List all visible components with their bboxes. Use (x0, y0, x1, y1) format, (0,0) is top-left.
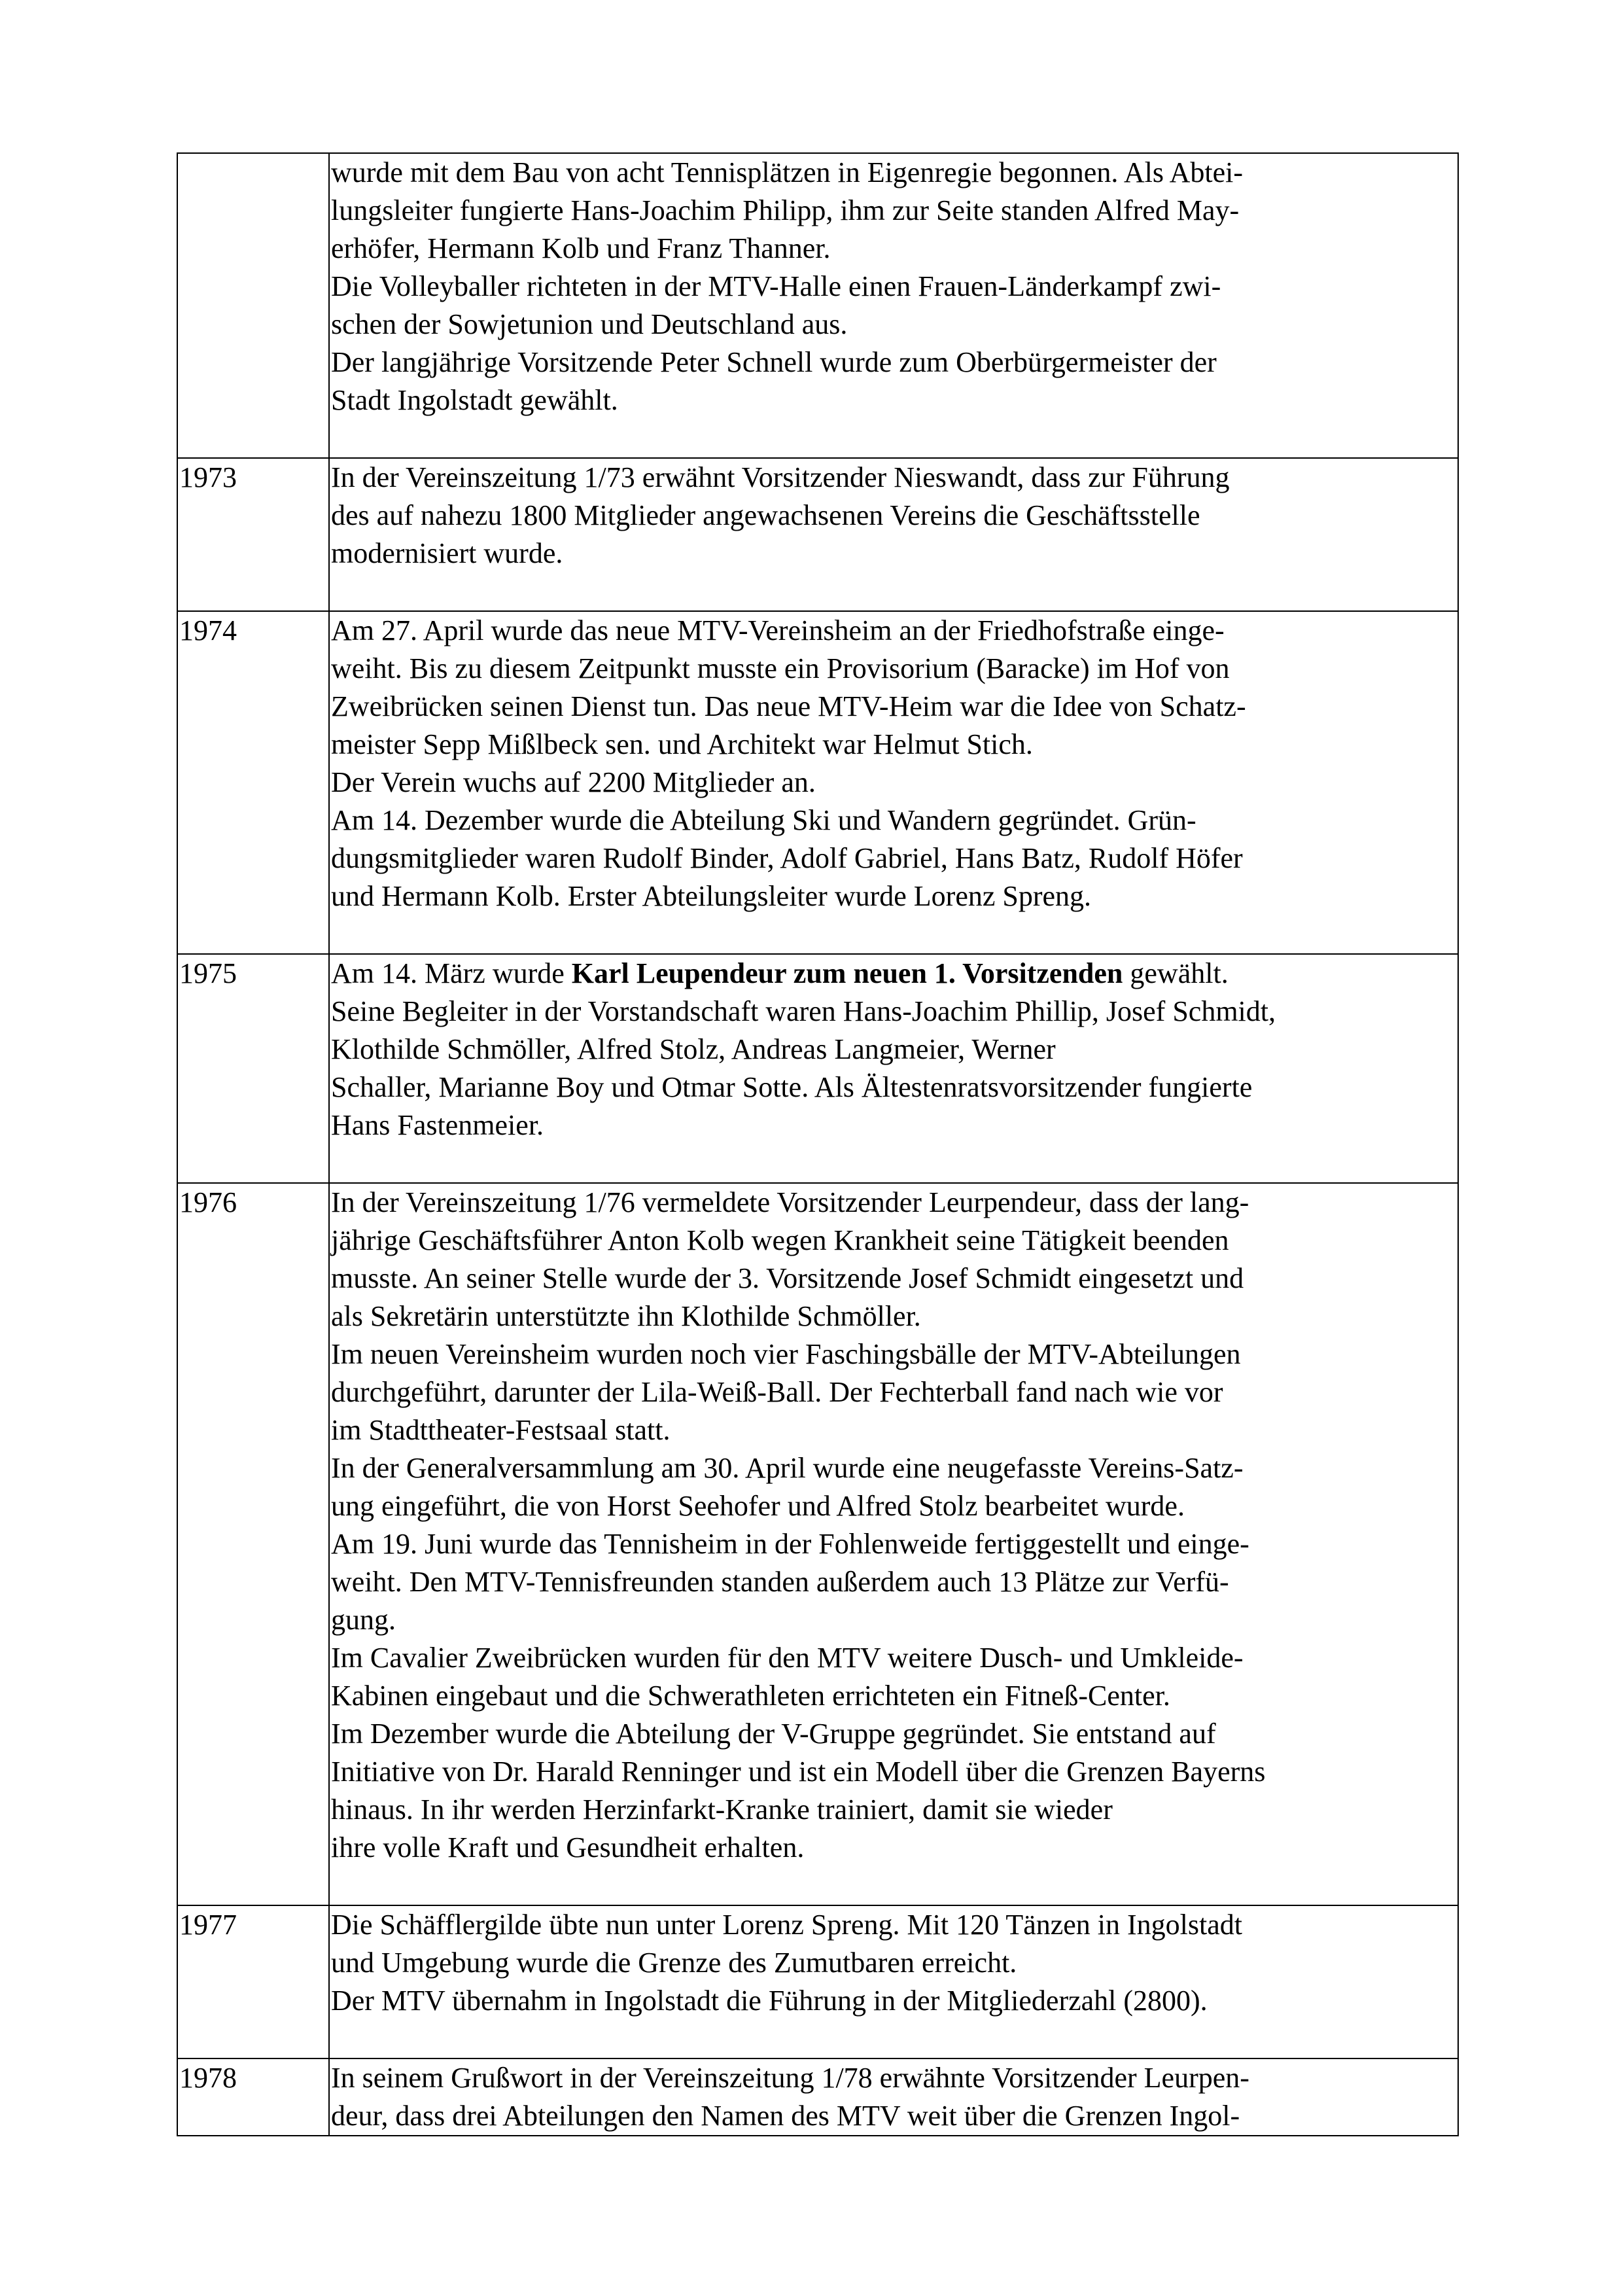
table-row (177, 2058, 1458, 2136)
entry-text-cell (329, 1905, 1458, 2058)
text-line: deur, dass drei Abteilungen den Namen des MTV weit über die Grenzen Ingol- (331, 2100, 1240, 2132)
text-line: Kabinen eingebaut und die Schwerathleten errichteten ein Fitneß-Center. (331, 1680, 1170, 1712)
year-cell (177, 153, 329, 458)
text-line: modernisiert wurde. (331, 537, 563, 569)
text-line: Im Cavalier Zweibrücken wurden für den MTV weitere Dusch- und Umkleide- (331, 1642, 1244, 1674)
text-line: schen der Sowjetunion und Deutschland aus. (331, 308, 848, 340)
entry-text-cell (329, 954, 1458, 1183)
text-line: Der MTV übernahm in Ingolstadt die Führung in der Mitgliederzahl (2800). (331, 1985, 1208, 2017)
text-line: Im Dezember wurde die Abteilung der V-Gruppe gegründet. Sie entstand auf (331, 1718, 1216, 1750)
spacer (331, 1144, 1457, 1182)
text-line: wurde mit dem Bau von acht Tennisplätzen in Eigenregie begonnen. Als Abtei- (331, 156, 1243, 188)
year-cell: 1973 (177, 458, 329, 611)
text-line: Initiative von Dr. Harald Renninger und ist ein Modell über die Grenzen Bayerns (331, 1756, 1266, 1788)
text-line: jährige Geschäftsführer Anton Kolb wegen Krankheit seine Tätigkeit beenden (331, 1224, 1229, 1256)
text-line: In seinem Grußwort in der Vereinszeitung 1/78 erwähnte Vorsitzender Leurpen- (331, 2062, 1249, 2094)
entry-text-cell (329, 2058, 1458, 2136)
year-cell: 1975 (177, 954, 329, 1183)
text-line: durchgeführt, darunter der Lila-Weiß-Ball. Der Fechterball fand nach wie vor (331, 1376, 1223, 1408)
entry-text-cell (329, 153, 1458, 458)
text-line: dungsmitglieder waren Rudolf Binder, Adolf Gabriel, Hans Batz, Rudolf Höfer (331, 842, 1243, 874)
entry-text-cell (329, 1183, 1458, 1905)
text-line: weiht. Den MTV-Tennisfreunden standen außerdem auch 13 Plätze zur Verfü- (331, 1566, 1229, 1598)
chronicle-table (177, 152, 1459, 2136)
text-line: Die Volleyballer richteten in der MTV-Halle einen Frauen-Länderkampf zwi- (331, 270, 1221, 302)
table-row (177, 153, 1458, 458)
text-line: musste. An seiner Stelle wurde der 3. Vorsitzende Josef Schmidt eingesetzt und (331, 1262, 1244, 1294)
text-line: Die Schäfflergilde übte nun unter Lorenz Spreng. Mit 120 Tänzen in Ingolstadt (331, 1909, 1243, 1941)
text-line: weiht. Bis zu diesem Zeitpunkt musste ein Provisorium (Baracke) im Hof von (331, 652, 1230, 684)
text-line: des auf nahezu 1800 Mitglieder angewachsenen Vereins die Geschäftsstelle (331, 499, 1200, 531)
spacer (331, 915, 1457, 953)
text-line: Am 27. April wurde das neue MTV-Vereinsheim an der Friedhofstraße einge- (331, 614, 1225, 646)
year-cell: 1976 (177, 1183, 329, 1905)
text-line: Schaller, Marianne Boy und Otmar Sotte. Als Ältestenratsvorsitzender fungierte (331, 1071, 1253, 1103)
text-line: Der langjährige Vorsitzende Peter Schnell wurde zum Oberbürgermeister der (331, 346, 1217, 378)
text-line: gung. (331, 1604, 396, 1636)
spacer (331, 573, 1457, 610)
text-line: Am 14. Dezember wurde die Abteilung Ski und Wandern gegründet. Grün- (331, 804, 1196, 836)
text-line: Hans Fastenmeier. (331, 1109, 544, 1141)
text-line: Der Verein wuchs auf 2200 Mitglieder an. (331, 766, 816, 798)
text-fragment: gewählt. (1123, 957, 1229, 989)
text-line (331, 955, 1457, 993)
text-fragment: Am 14. März wurde (331, 957, 572, 989)
text-line: erhöfer, Hermann Kolb und Franz Thanner. (331, 232, 831, 264)
text-line: meister Sepp Mißlbeck sen. und Architekt war Helmut Stich. (331, 728, 1033, 760)
text-line: Im neuen Vereinsheim wurden noch vier Faschingsbälle der MTV-Abteilungen (331, 1338, 1241, 1370)
spacer (331, 1867, 1457, 1905)
year-cell: 1978 (177, 2058, 329, 2136)
text-line: und Umgebung wurde die Grenze des Zumutbaren erreicht. (331, 1947, 1017, 1979)
text-line: In der Vereinszeitung 1/73 erwähnt Vorsitzender Nieswandt, dass zur Führung (331, 461, 1230, 493)
entry-text-cell (329, 458, 1458, 611)
spacer (331, 2020, 1457, 2058)
text-line: als Sekretärin unterstützte ihn Klothilde Schmöller. (331, 1300, 921, 1332)
year-cell: 1977 (177, 1905, 329, 2058)
text-line: hinaus. In ihr werden Herzinfarkt-Kranke trainiert, damit sie wieder (331, 1793, 1113, 1826)
text-line: ihre volle Kraft und Gesundheit erhalten. (331, 1831, 805, 1863)
table-row (177, 611, 1458, 954)
text-line: Seine Begleiter in der Vorstandschaft waren Hans-Joachim Phillip, Josef Schmidt, (331, 995, 1276, 1027)
entry-text-cell (329, 611, 1458, 954)
bold-text: Karl Leupendeur zum neuen 1. Vorsitzenden (571, 957, 1123, 989)
text-line: im Stadttheater-Festsaal statt. (331, 1414, 671, 1446)
text-line: ung eingeführt, die von Horst Seehofer und Alfred Stolz bearbeitet wurde. (331, 1490, 1185, 1522)
table-row (177, 458, 1458, 611)
text-line: Zweibrücken seinen Dienst tun. Das neue MTV-Heim war die Idee von Schatz- (331, 690, 1246, 722)
spacer (331, 419, 1457, 457)
table-row (177, 1183, 1458, 1905)
text-line: Klothilde Schmöller, Alfred Stolz, Andreas Langmeier, Werner (331, 1033, 1056, 1065)
text-line: Am 19. Juni wurde das Tennisheim in der Fohlenweide fertiggestellt und einge- (331, 1528, 1249, 1560)
text-line: In der Vereinszeitung 1/76 vermeldete Vorsitzender Leurpendeur, dass der lang- (331, 1186, 1249, 1218)
text-line: Stadt Ingolstadt gewählt. (331, 384, 618, 416)
year-cell: 1974 (177, 611, 329, 954)
text-line: lungsleiter fungierte Hans-Joachim Philipp, ihm zur Seite standen Alfred May- (331, 194, 1240, 226)
table-row (177, 1905, 1458, 2058)
table-row (177, 954, 1458, 1183)
text-line: In der Generalversammlung am 30. April wurde eine neugefasste Vereins-Satz- (331, 1452, 1244, 1484)
text-line: und Hermann Kolb. Erster Abteilungsleiter wurde Lorenz Spreng. (331, 880, 1092, 912)
